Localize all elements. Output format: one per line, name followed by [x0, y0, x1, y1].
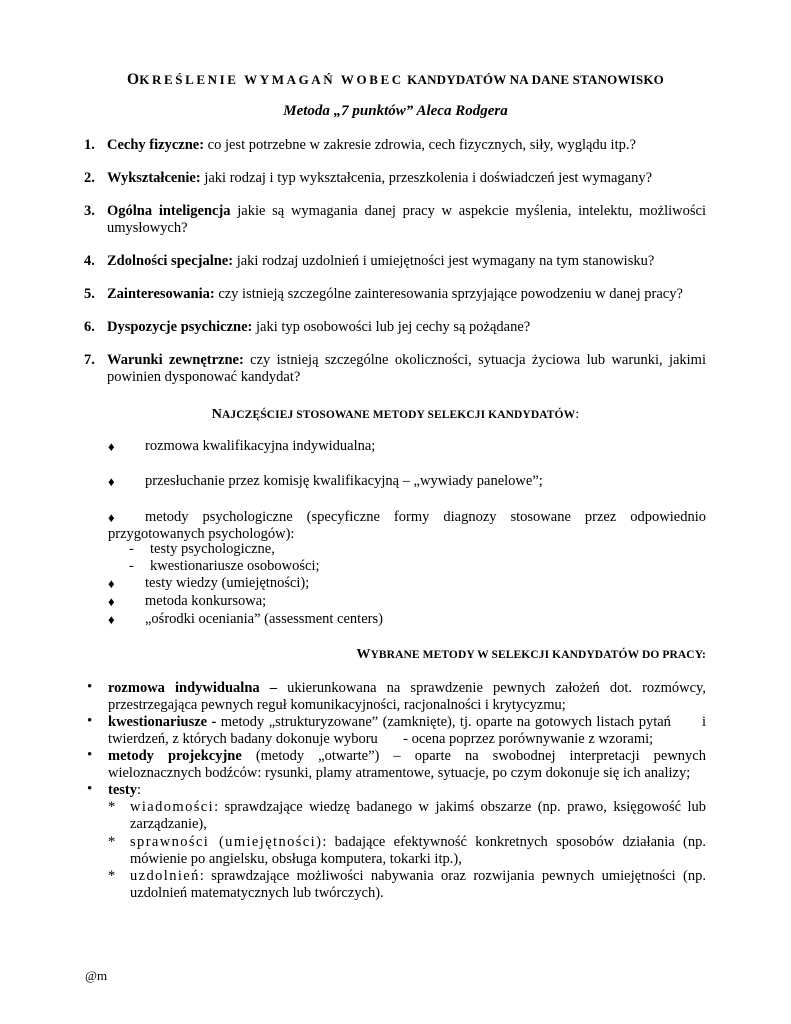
point-number: 2. [84, 170, 95, 186]
method-text: „ośrodki oceniania” (assessment centers) [145, 611, 383, 627]
list-item [108, 611, 706, 628]
method-text: metody psychologiczne (specyficzne formy diagnozy stosowane przez odpowiednio przygotowanych psychologów): [108, 509, 706, 542]
list-item [87, 713, 710, 748]
bullet-icon: • [87, 781, 93, 797]
sub-method-text: testy psychologiczne, [150, 541, 275, 557]
diamond-bullet-icon: ♦ [108, 510, 115, 525]
sub-list-item [129, 541, 275, 558]
point-text: jaki rodzaj uzdolnień i umiejętności jest wymagany na tym stanowisku? [233, 253, 655, 269]
heading-colon: : [575, 407, 580, 422]
point-text: co jest potrzebne w zakresie zdrowia, cech fizycznych, siły, wyglądu itp.? [204, 137, 636, 153]
point-label: Ogólna inteligencja [107, 203, 231, 219]
list-item [108, 575, 706, 592]
rodger-point [84, 137, 706, 154]
point-label: Dyspozycje psychiczne: [107, 319, 253, 335]
list-item [108, 509, 706, 543]
section-heading-chosen-methods [356, 646, 706, 664]
method-description: metody „strukturyzowane” (zamknięte), tj. oparte na gotowych listach pytań i twierdzeń, z których badany dokonuje wyboru - ocena poprzez porównywanie z wzorami; [108, 714, 710, 747]
page-subtitle: Metoda „7 punktów” Aleca Rodgera [283, 103, 508, 119]
point-label: Zdolności specjalne: [107, 253, 234, 269]
diamond-bullet-icon: ♦ [108, 594, 115, 609]
section-heading-common-methods [0, 406, 791, 424]
point-text: jakie są wymagania danej pracy w aspekcie myślenia, intelektu, możliwości umysłowych? [107, 203, 706, 236]
diamond-bullet-icon: ♦ [108, 612, 115, 627]
point-label: Cechy fizyczne: [107, 137, 205, 153]
point-text: jaki typ osobowości lub jej cechy są pożądane? [252, 319, 531, 335]
title-part2: KANDYDATÓW NA DANE STANOWISKO [403, 72, 664, 87]
method-description: : [137, 782, 142, 798]
bullet-icon: • [87, 747, 93, 763]
rodger-point [84, 352, 706, 386]
method-text: metoda konkursowa; [145, 593, 267, 609]
rodger-point [84, 203, 706, 237]
point-label: Warunki zewnętrzne: [107, 352, 244, 368]
test-item [108, 834, 706, 868]
point-label: Wykształcenie: [107, 170, 201, 186]
test-description: : badające efektywność konkretnych sposobów działania (np. mówienie po angielsku, obsługa komputera, tokarki itp.), [130, 834, 706, 867]
list-item [108, 473, 706, 490]
point-number: 5. [84, 286, 95, 302]
asterisk-bullet-icon: * [108, 834, 116, 850]
asterisk-bullet-icon: * [108, 799, 116, 815]
test-item [108, 868, 706, 902]
list-item [87, 680, 706, 714]
rodger-point [84, 319, 706, 336]
dash-bullet-icon: - [129, 558, 134, 574]
point-text: jaki rodzaj i typ wykształcenia, przeszkolenia i doświadczeń jest wymagany? [200, 170, 653, 186]
method-label: testy [108, 782, 137, 798]
test-name: sprawności (umiejętności) [130, 834, 323, 850]
sub-method-text: kwestionariusze osobowości; [150, 558, 320, 574]
page-title [0, 71, 791, 88]
test-description: : sprawdzające możliwości nabywania oraz rozwijania pewnych umiejętności (np. uzdolnień matematycznych lub twórczych). [130, 868, 706, 901]
point-label: Zainteresowania: [107, 286, 215, 302]
title-initial: O [127, 71, 140, 88]
point-number: 4. [84, 253, 95, 269]
asterisk-bullet-icon: * [108, 868, 116, 884]
diamond-bullet-icon: ♦ [108, 474, 115, 489]
heading-initial: N [211, 407, 223, 422]
method-label: metody projekcyjne [108, 748, 242, 764]
diamond-bullet-icon: ♦ [108, 439, 115, 454]
heading-text: YBRANE METODY W SELEKCJI KANDYDATÓW DO PRACY: [370, 649, 706, 661]
test-description: : sprawdzające wiedzę badanego w jakimś obszarze (np. prawo, księgowość lub zarządzanie), [130, 799, 706, 832]
diamond-bullet-icon: ♦ [108, 576, 115, 591]
point-number: 1. [84, 137, 95, 153]
rodger-point [84, 286, 706, 303]
list-item [87, 782, 706, 799]
method-text: testy wiedzy (umiejętności); [145, 575, 310, 591]
page-footer: @m [85, 968, 108, 983]
rodger-point [84, 253, 706, 270]
rodger-point [84, 170, 706, 187]
test-name: wiadomości [130, 799, 215, 815]
point-number: 7. [84, 352, 95, 368]
point-text: czy istnieją szczególne okoliczności, sytuacja życiowa lub warunki, jakimi powinien dysponować kandydat? [107, 352, 706, 385]
heading-text: AJCZĘŚCIEJ STOSOWANE METODY SELEKCJI KANDYDATÓW [222, 409, 576, 421]
heading-initial: W [356, 647, 371, 662]
method-description: (metody „otwarte”) – oparte na swobodnej interpretacji pewnych wieloznacznych bodźców: rysunki, plamy atramentowe, sytuacje, po czym dokonuje się ich analizy; [108, 748, 706, 781]
bullet-icon: • [87, 713, 93, 729]
list-item [87, 748, 706, 782]
dash-bullet-icon: - [129, 541, 134, 557]
bullet-icon: • [87, 679, 93, 695]
method-label: kwestionariusze - [108, 714, 217, 730]
list-item [108, 593, 706, 610]
test-item [108, 799, 706, 833]
method-text: rozmowa kwalifikacyjna indywidualna; [145, 438, 376, 454]
test-name: uzdolnień [130, 868, 200, 884]
point-number: 3. [84, 203, 95, 219]
method-label: rozmowa indywidualna – [108, 680, 278, 696]
list-item [108, 438, 706, 455]
method-description: ukierunkowana na sprawdzenie pewnych założeń dot. rozmówcy, przestrzegająca pewnych reguł komunikacyjności, racjonalności i krytycyzmu; [108, 680, 706, 713]
method-text: przesłuchanie przez komisję kwalifikacyjną – „wywiady panelowe”; [145, 473, 543, 489]
sub-list-item [129, 558, 320, 575]
point-number: 6. [84, 319, 95, 335]
point-text: czy istnieją szczególne zainteresowania sprzyjające powodzeniu w danej pracy? [214, 286, 683, 302]
title-part1: KREŚLENIE WYMAGAŃ WOBEC [139, 72, 404, 87]
